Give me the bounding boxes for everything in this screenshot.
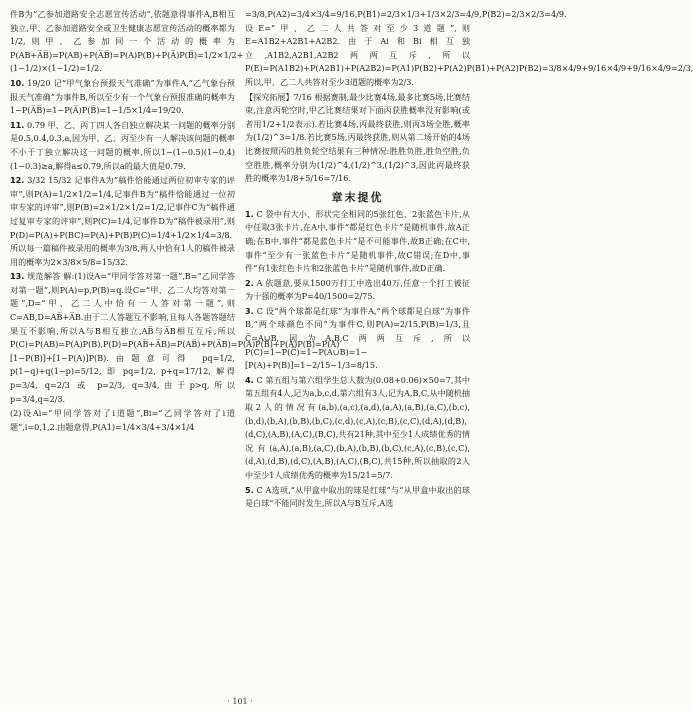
answer-text: C 袋中有大小、形状完全相同的5张红色、2张蓝色卡片,从中任取3张卡片,在A中,事件“都是红色卡片”是随机事件,故A正确;在B中,事件“都是蓝色卡片”是不可能事件,故B正确;在C中,事件“至少有一张蓝色卡片”是随机事件,故C错误;在D中,事件“有1张红色卡片和2张蓝色卡片”是随机事件,故D正确. — [245, 208, 470, 274]
answer-text: 规范解答 解:(1)设A=“甲同学答对第一题”,B=“乙同学答对第一题”,则P(A)=p,P(B)=q.设C=“甲、乙二人均答对第一题”,D=“甲、乙二人中恰有一人答对第一题”,则C=AB,D=AB̅+A̅B.由于二人答题互不影响,且每人各题答题结果互不影响,所以A与B相互独立,AB̅与A̅B相互互斥,所以P(C)=P(AB)=P(A)P(B),P(D)=P(AB̅+A̅B)=P(AB̅)+P(A̅B)=P(A)P(B̅)+P(A̅)P(B)=P(A)[1−P(B)]+[1−P(A)]P(B).由题意可得 pq=1/2, p(1−q)+q(1−p)=5/12, 即 pq=1/2, p+q=17/12, 解得 p=3/4, q=2/3 或 p=2/3, q=3/4,由于p>q,所以p=3/4,q=2/3. — [10, 271, 340, 404]
answer-11 — [10, 119, 235, 173]
explore-extension — [245, 91, 470, 186]
item-number: 3. — [245, 305, 254, 316]
item-number: 11. — [10, 119, 25, 130]
item-number: 5. — [245, 484, 254, 495]
answer-13-part2 — [10, 407, 235, 434]
answer-2 — [245, 277, 470, 304]
answer-text: A 依题意,要从1500万打工中选出40万,任意一个打工被征为十强的概率为P=40/1500=2/75. — [245, 277, 470, 302]
section-title: 章末提优 — [331, 190, 384, 204]
item-number: 4. — [245, 374, 254, 385]
answer-text: 【探究拓展】7/16 根据赛制,最少比赛4场,最多比赛5场,比赛结束,注意丙轮空时,甲乙比赛结果对下面丙获胜概率没有影响(或者用1/2+1/2表示).若比赛4场,丙最终获胜,则丙3场全胜,概率为(1/2)^3=1/8.若比赛5场,丙最终获胜,则从第二场开始的4场比赛按照丙的胜负轮空结果有三种情况:胜胜负胜,胜负空胜,负空胜胜,概率分别为(1/2)^4,(1/2)^3,(1/2)^3,因此丙最终获胜的概率为1/8+5/16=7/16. — [245, 91, 470, 184]
page-number: · 101 · — [227, 697, 253, 706]
answer-text: C 设“两个球都是红球”为事件A,“两个球都是白球”为事件B,“两个球颜色不同”为事件C,则P(A)=2/15,P(B)=1/3,且C̅=A∪B,因为A,B,C两两互斥,所以P(C)=1−P(C̅)=1−P(A∪B)=1−[P(A)+P(B)]=1−2/15−1/3=8/15. — [245, 305, 470, 371]
answer-text: (2)设Ai=“甲同学答对了i道题”,Bi=“乙同学答对了i道题”,i=0,1,2.由题意得,P(A1)=1/4×3/4+3/4×1/4 — [10, 408, 235, 432]
answer-4 — [245, 374, 470, 483]
answer-3 — [245, 305, 470, 373]
answer-text: 0.79 甲、乙、丙丁四人各自独立解决某一问题的概率分别是0.5,0.4,0.3,a,因为甲、乙、丙至少有一人解决该问题的概率不小于丁独立解决这一问题的概率,所以1−(1−0.5)(1−0.4)(1−0.3)≥a,解得a≤0.79,所以a的最大值是0.79. — [10, 119, 235, 171]
answer-text: 19/20 记“甲气象台预报天气准确”为事件A,“乙气象台预报天气准确”为事件B,所以至少有一个气象台预报准确的概率为1−P(A̅B̅)=1−P(A̅)P(B̅)=1−1/5×1/4=19/20. — [10, 77, 235, 116]
paragraph — [10, 8, 244, 76]
item-number: 13. — [10, 271, 25, 282]
answer-12 — [10, 174, 235, 269]
item-number: 1. — [245, 208, 254, 219]
answer-13 — [10, 270, 340, 406]
item-number: 2. — [245, 277, 254, 288]
answer-text: C 第五组与第六组学生总人数为(0.08+0.06)×50=7,其中第五组有4人,记为a,b,c,d,第六组有3人,记为A,B,C,从中随机抽取2人的情况有(a,b),(a,c),(a,d),(a,A),(a,B),(a,C),(b,c),(b,d),(b,A),(b,B),(b,C),(c,d),(c,A),(c,B),(c,C),(d,A),(d,B),(d,C),(A,B),(A,C),(B,C),共有21种,其中至少1人成绩优秀的情况有(a,A),(a,B),(a,C),(b,A),(b,B),(b,C),(c,A),(c,B),(c,C),(d,A),(d,B),(d,C),(A,B),(A,C),(B,C),共15种,所以抽取的2人中至少1人成绩优秀的概率为15/21=5/7. — [245, 374, 470, 480]
left-column — [10, 8, 340, 688]
item-number: 10. — [10, 77, 25, 88]
answer-1 — [245, 208, 470, 276]
paragraph-text: 件B为“乙参加道路安全志愿宣传活动”,依题意得事件A,B相互独立,甲、乙参加道路安全或卫生健康志愿宣传活动的概率都为1/2,则甲、乙参加同一个活动的概率为P(AB+A̅B̅)=P(AB)+P(A̅B̅)=P(A)P(B)+P(A̅)P(B̅)=1/2×1/2+(1−1/2)×(1−1/2)=1/2. — [10, 9, 244, 74]
answer-5 — [245, 484, 470, 511]
answer-10 — [10, 77, 235, 118]
right-column — [245, 8, 693, 688]
answer-text: 3/32 15/32 记事件A为“稿件恰能通过两位初审专家的评审”,则P(A)=1/2×1/2=1/4,记事件B为“稿件恰能通过一位初审专家的评审”,则P(B)=2×1/2×1/2=1/2,记事件C为“稿件通过复审专家的评审”,则P(C)=1/4,记事件D为“稿件被录用”,则P(D)=P(A)+P(BC)=P(A)+P(B)P(C)=1/4+1/2×1/4=3/8.所以每一篇稿件被录用的概率为3/8,两人中恰有1人的稿件被录用的概率为2×3/8×5/8=15/32. — [10, 175, 235, 267]
item-number: 12. — [10, 175, 25, 186]
answer-13-continued — [245, 8, 693, 90]
answer-text: =3/8,P(A2)=3/4×3/4=9/16,P(B1)=2/3×1/3+1/3×2/3=4/9,P(B2)=2/3×2/3=4/9.设E=“甲、乙二人共答对至少3道题”,则E=A1B2+A2B1+A2B2.由于Ai和Bi相互独立,A1B2,A2B1,A2B2两两互斥,所以P(E)=P(A1B2)+P(A2B1)+P(A2B2)=P(A1)P(B2)+P(A2)P(B1)+P(A2)P(B2)=3/8×4/9+9/16×4/9+9/16×4/9=2/3,所以,甲、乙二人共答对至少3道题的概率为2/3. — [245, 9, 693, 87]
answer-text: C A选项,“从甲盒中取出的球是红球”与“从甲盒中取出的球是白球”不能同时发生,所以A与B互斥,A选 — [245, 484, 470, 509]
